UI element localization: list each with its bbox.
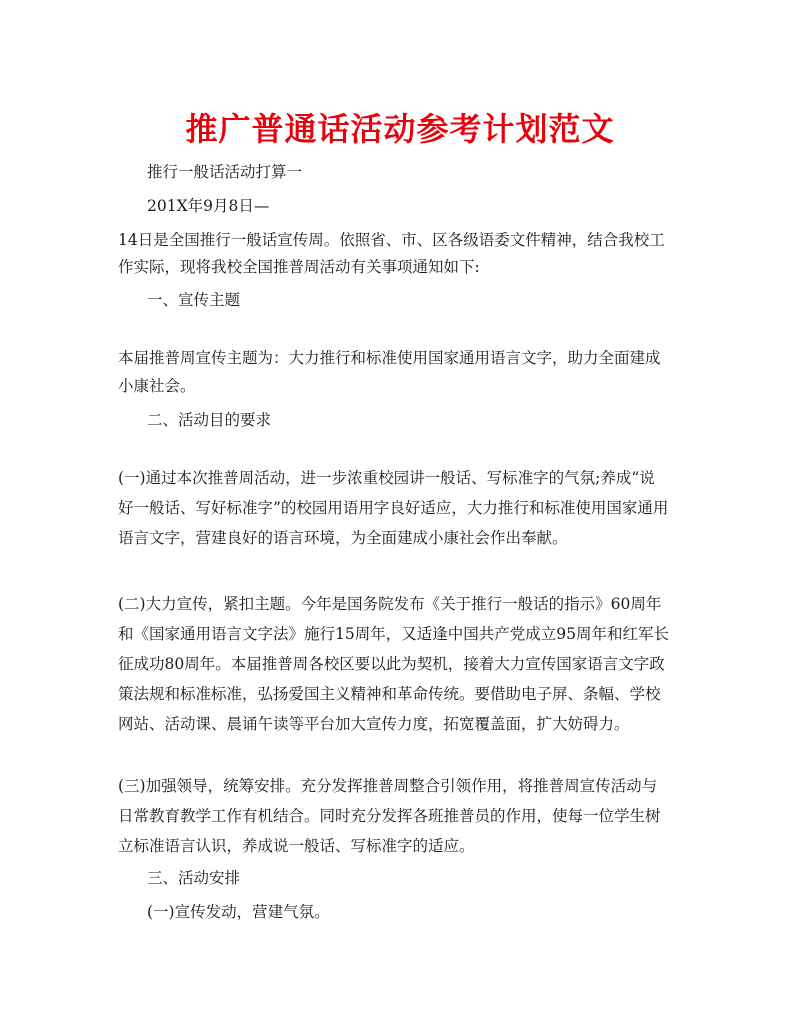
text-line: (一)宣传发动，营建气氛。 [147, 903, 330, 921]
text-line: 征成功80周年。本届推普周各校区要以此为契机，接着大力宣传国家语言文字政 [118, 655, 665, 673]
section-heading: 三、活动安排 [147, 869, 241, 887]
text-line: (一)通过本次推普周活动，进一步浓重校园讲一般话、写标准字的气氛;养成“说 [118, 469, 655, 487]
text-line: 14日是全国推行一般话宣传周。依照省、市、区各级语委文件精神，结合我校工 [118, 231, 665, 249]
text-line: 语言文字，营建良好的语言环境，为全面建成小康社会作出奉献。 [118, 529, 568, 547]
text-line: (二)大力宣传，紧扣主题。今年是国务院发布《关于推行一般话的指示》60周年 [118, 595, 662, 613]
text-line: 推行一般话活动打算一 [147, 163, 303, 181]
text-line: 201X年9月8日— [147, 197, 270, 215]
section-heading: 一、宣传主题 [147, 291, 241, 309]
text-line: (三)加强领导，统筹安排。充分发挥推普周整合引领作用，将推普周宣传活动与 [118, 777, 658, 795]
section-heading: 二、活动目的要求 [147, 411, 272, 429]
document-title: 推广普通话活动参考计划范文 [185, 110, 615, 148]
text-line: 和《国家通用语言文字法》施行15周年，又适逢中国共产党成立95周年和红军长 [118, 625, 669, 643]
text-line: 策法规和标准标准，弘扬爱国主义精神和革命传统。要借助电子屏、条幅、学校 [118, 685, 661, 703]
text-line: 日常教育教学工作有机结合。同时充分发挥各班推普员的作用，使每一位学生树 [118, 807, 661, 825]
text-line: 网站、活动课、晨诵午读等平台加大宣传力度，拓宽覆盖面，扩大妨碍力。 [118, 715, 630, 733]
text-line: 好一般话、写好标准字”的校园用语用字良好适应，大力推行和标准使用国家通用 [118, 499, 669, 517]
text-line: 小康社会。 [118, 377, 196, 395]
text-line: 本届推普周宣传主题为：大力推行和标准使用国家通用语言文字，助力全面建成 [118, 349, 661, 367]
text-line: 立标准语言认识，养成说一般话、写标准字的适应。 [118, 837, 475, 855]
text-line: 作实际，现将我校全国推普周活动有关事项通知如下: [118, 258, 480, 276]
